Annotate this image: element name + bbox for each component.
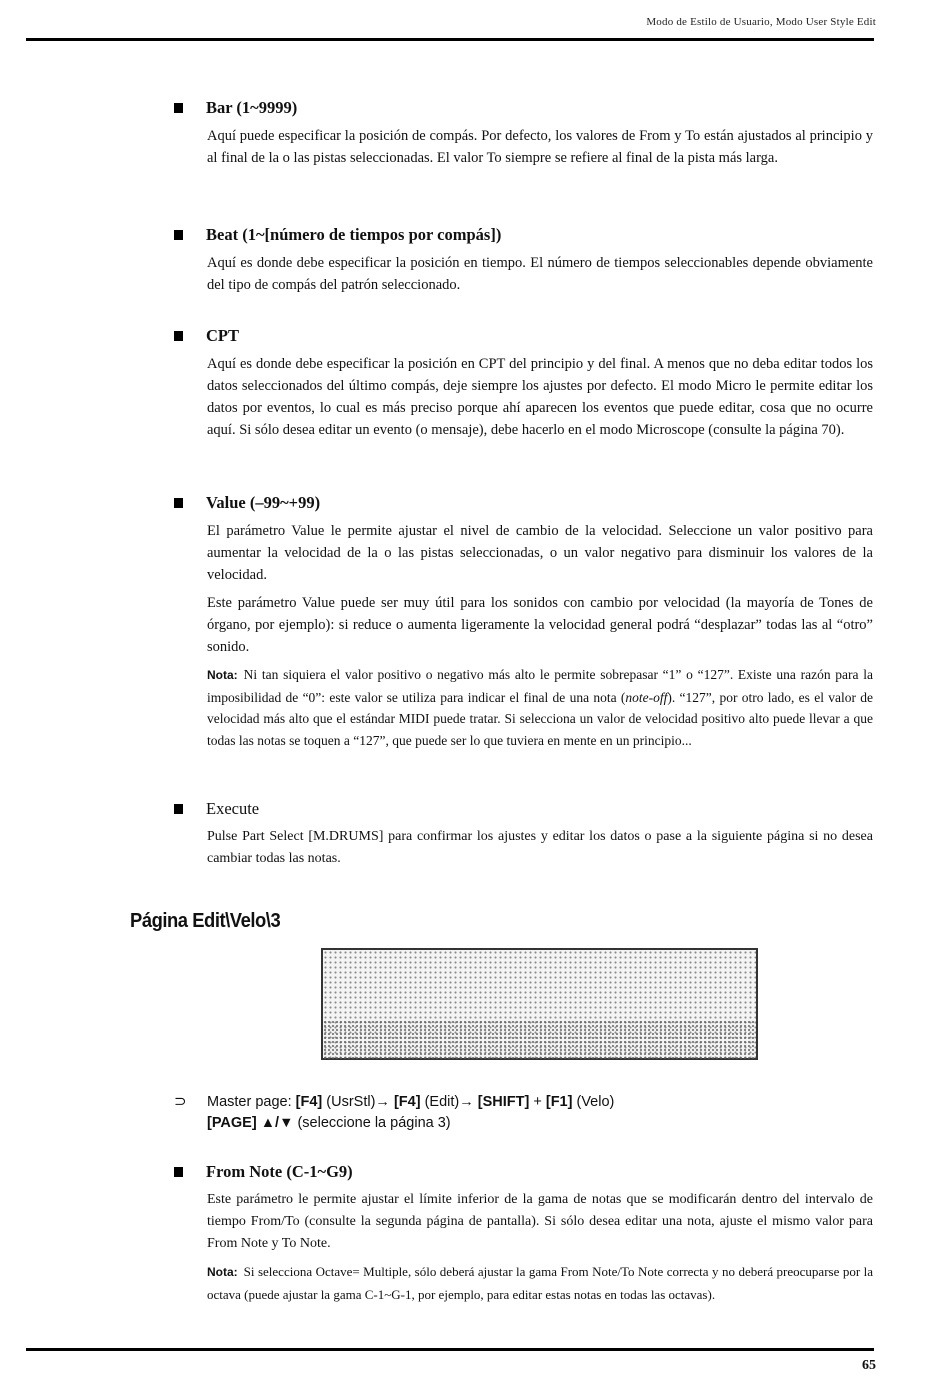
lcd-screen-image (321, 948, 758, 1060)
page-number: 65 (862, 1358, 876, 1373)
note-text: Ni tan siquiera el valor positivo o negativo más alto le permite sobrepasar “1” o “127”. Existe una razón para la imposibilidad de “0”: este valor se utiliza para indicar el final de una nota ( (207, 667, 873, 705)
section-body: Este parámetro le permite ajustar el límite inferior de la gama de notas que se modificarán dentro del intervalo de tiempo From/To (consulte la segunda página de pantalla). Si sólo desea editar una nota, ajuste el mismo valor para From Note y To Note. (207, 1192, 873, 1251)
key-page-up-down: [PAGE] ▲/▼ (207, 1115, 294, 1131)
path-prefix: Master page: (207, 1094, 292, 1110)
note-text: Si selecciona Octave= Multiple, sólo deberá ajustar la gama From Note/To Note correcta y no deberá preocuparse por la octava (puede ajustar la gama C-1~G-1, por ejemplo, para editar estas notas en todas las octavas). (207, 1264, 873, 1302)
section-body: Aquí es donde debe especificar la posición en CPT del principio y del final. A menos que no deba editar todos los datos seleccionados del último compás, deje siempre los ajustes por defecto. El modo Micro le permite editar los datos por eventos, lo cual es más preciso porque ahí aparecen los eventos que puede editar, cosa que no ocurre aquí. Si sólo desea editar un evento (o mensaje), debe hacerlo en el modo Microscope (consulte la página 70). (207, 356, 873, 438)
note-text: ). “127”, por otro lado, es el valor de velocidad más alto que el estándar MIDI puede tratar. Si selecciona un valor de velocidad positivo alto puede llevar a que todas las notas se toquen a “127”, que puede ser lo que tuviera en mente en un principio... (207, 689, 873, 748)
note-italic: note-off (625, 689, 668, 705)
note (207, 664, 873, 751)
square-bullet-icon (174, 230, 183, 240)
top-rule (26, 38, 874, 41)
bottom-rule (26, 1348, 874, 1351)
key-f4-edit: [F4] (393, 1094, 421, 1110)
path-plus: + (533, 1094, 542, 1110)
square-bullet-icon (174, 103, 183, 113)
note-label: Nota: (207, 1265, 238, 1279)
lcd-shaded-row (323, 1020, 756, 1060)
running-header: Modo de Estilo de Usuario, Modo User Style Edit (646, 16, 876, 28)
note-label: Nota: (207, 668, 238, 682)
path-edit: (Edit)→ (424, 1094, 474, 1110)
section-title: Value (–99~+99) (206, 493, 321, 512)
key-shift: [SHIFT] (477, 1094, 530, 1110)
section-execute (174, 798, 874, 869)
section-title: Beat (1~[número de tiempos por compás]) (206, 225, 502, 244)
section-body: Pulse Part Select [M.DRUMS] para confirmar los ajustes y editar los datos o pase a la siguiente página si no desea cambiar todas las notas. (207, 829, 873, 866)
key-f1: [F1] (545, 1094, 573, 1110)
note (207, 1261, 873, 1305)
section-title: From Note (C-1~G9) (206, 1162, 353, 1181)
square-bullet-icon (174, 331, 183, 341)
section-beat (174, 224, 874, 296)
section-title: Execute (206, 799, 260, 818)
square-bullet-icon (174, 498, 183, 508)
hook-arrow-icon: ⊃ (174, 1093, 187, 1110)
section-cpt (174, 325, 874, 441)
page-heading: Página Edit\Velo\3 (130, 910, 281, 932)
section-bar (174, 97, 874, 169)
path-velo: (Velo) (576, 1094, 615, 1110)
section-body: Aquí es donde debe especificar la posición en tiempo. El número de tiempos seleccionables depende obviamente del tipo de compás del patrón seleccionado. (207, 255, 873, 293)
section-title: Bar (1~9999) (206, 98, 298, 117)
square-bullet-icon (174, 1167, 183, 1177)
section-from-note (174, 1161, 874, 1305)
key-f4: [F4] (295, 1094, 323, 1110)
master-page-path (174, 1091, 614, 1134)
section-body: El parámetro Value le permite ajustar el nivel de cambio de la velocidad. Seleccione un valor positivo para aumentar la velocidad de la o las pistas seleccionadas, o un valor negativo para disminuir los valores de la velocidad. (207, 523, 873, 583)
square-bullet-icon (174, 804, 183, 814)
section-body: Aquí puede especificar la posición de compás. Por defecto, los valores de From y To están ajustados al principio y al final de la o las pistas seleccionadas. El valor To siempre se refiere al final de la pista más larga. (207, 128, 873, 166)
path-usrstl: (UsrStl)→ (326, 1094, 390, 1110)
section-title: CPT (206, 326, 239, 345)
path-page-hint: (seleccione la página 3) (297, 1115, 451, 1131)
section-value (174, 492, 874, 751)
section-body: Este parámetro Value puede ser muy útil para los sonidos con cambio por velocidad (la mayoría de Tones de órgano, por ejemplo): si reduce o aumenta ligeramente la velocidad general podrá “desplazar” todas las al “otro” sonido. (207, 595, 873, 655)
